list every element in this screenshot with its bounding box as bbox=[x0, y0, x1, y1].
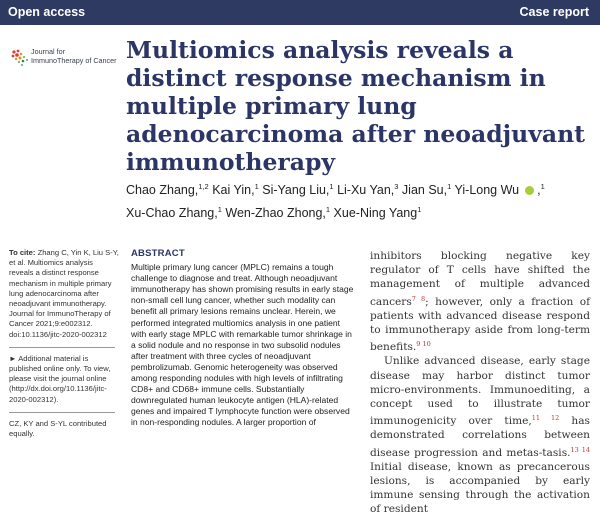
author-list bbox=[126, 177, 596, 223]
reference-link[interactable]: 7 8 bbox=[411, 294, 426, 303]
author[interactable]: Jian Su,$^1$ bbox=[398, 182, 452, 197]
article-title: Multiomics analysis reveals a distinct response mechanism in multiple primary lung adenocarcinoma after neoadjuvant immunotherapy bbox=[126, 36, 586, 176]
reference-link[interactable]: 11 12 bbox=[531, 414, 560, 423]
author[interactable]: Kai Yin,$^1$ bbox=[208, 182, 259, 197]
citation-sidebar bbox=[9, 248, 119, 439]
journal-logo-icon bbox=[9, 47, 31, 69]
abstract-heading: ABSTRACT bbox=[131, 248, 185, 259]
author[interactable]: Yi-Long Wu bbox=[451, 183, 520, 197]
author-affil: ,$^1$ bbox=[533, 182, 545, 197]
abstract-text: Multiple primary lung cancer (MPLC) remains a tough challenge to diagnose and treat. Although neoadjuvant immunotherapy has shown promising results in early stage non-small cell lung cancer, whether such modality can benefit all primary lesions remains unclear. Herein, we performed integrated multiomics analysis in one patient with early stage MPLC with remarkable tumor shrinkage in a solid nodule and no response in two subsolid nodules after treatment with three cycles of neoadjuvant pembrolizumab. Genomic heterogeneity was observed among responding nodules with high levels of infiltrating CD8+ and CD68+ immune cells. Substantially downregulated human leukocyte antigen (HLA)-related genes and impaired T lymphocyte function were observed in non-responding nodules. A larger proportion of bbox=[131, 262, 354, 428]
additional-material-note[interactable]: ► Additional material is published online only. To view, please visit the journal online (http://dx.doi.org/10.1136/jitc-2020-002312). bbox=[9, 353, 111, 404]
author[interactable]: Li-Xu Yan,$^3$ bbox=[333, 182, 399, 197]
reference-link[interactable]: 13 14 bbox=[570, 445, 590, 454]
abstract-section bbox=[131, 248, 356, 429]
author[interactable]: Xu-Chao Zhang,$^1$ bbox=[126, 205, 222, 220]
author[interactable]: Wen-Zhao Zhong,$^1$ bbox=[221, 205, 331, 220]
body-paragraph: Unlike advanced disease, early stage disease may harbor distinct tumor micro-environments. Immunoediting, a concept used to illustrate tumor immunogenicity over time,$^{11 12}$ has demonstrated correlations between disease progression and metas-tasis.$^{13 14}$ Initial disease, known as precancerous lesions, is accompanied by early immune sensing through the activation of resident bbox=[370, 355, 590, 516]
reference-link[interactable]: 9 10 bbox=[416, 340, 431, 349]
top-banner bbox=[0, 0, 600, 25]
body-text-column bbox=[370, 249, 590, 517]
body-paragraph: inhibitors blocking negative key regulator of T cells have shifted the management of multiple advanced cancers$^{7 8}$; however, only a fraction of patients with advanced disease respond to immunotherapy aside from long-term benefits.$^{9 10}$ bbox=[370, 250, 591, 354]
author[interactable]: Chao Zhang,$^{1,2}$ bbox=[126, 182, 209, 197]
sidebar-divider bbox=[9, 412, 115, 413]
sidebar-divider bbox=[9, 347, 115, 348]
citation: To cite: Zhang C, Yin K, Liu S-Y, et al. Multiomics analysis reveals a distinct response mechanism in multiple primary lung adenocarcinoma after neoadjuvant immunotherapy. Journal for ImmunoTherapy of Cancer 2021;9:e002312. doi:10.1136/jitc-2020-002312 bbox=[9, 248, 119, 339]
journal-name: Journal for ImmunoTherapy of Cancer bbox=[31, 47, 117, 65]
article-type-label: Case report bbox=[519, 5, 589, 19]
journal-logo bbox=[9, 45, 124, 75]
contribution-note: CZ, KY and S-YL contributed equally. bbox=[9, 418, 107, 439]
author[interactable]: Si-Yang Liu,$^1$ bbox=[258, 182, 334, 197]
open-access-label: Open access bbox=[8, 5, 86, 19]
orcid-icon[interactable] bbox=[525, 186, 534, 195]
author[interactable]: Xue-Ning Yang$^1$ bbox=[330, 205, 422, 220]
